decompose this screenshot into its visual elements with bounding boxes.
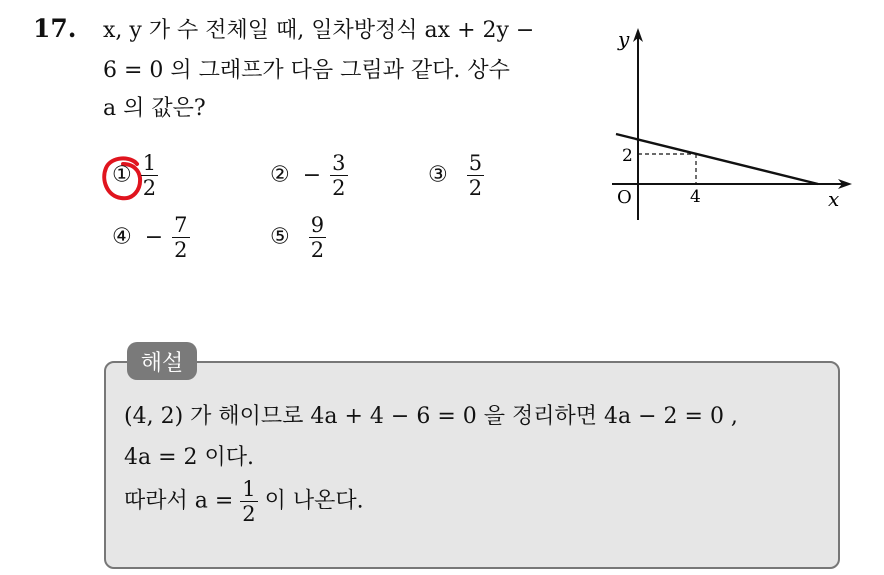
- choice-1-marker: ①: [112, 162, 132, 188]
- choice-2[interactable]: ② − $\frac{3}{2}$: [270, 151, 346, 200]
- x-axis-label: x: [828, 187, 840, 211]
- question-line-3: a 의 값은?: [103, 96, 206, 121]
- solution-tag: 해설: [127, 342, 197, 380]
- graph-line: [616, 134, 818, 184]
- choice-5-marker: ⑤: [270, 224, 290, 250]
- choice-3-marker: ③: [428, 162, 448, 188]
- choice-4[interactable]: ④ − $\frac{7}{2}$: [112, 213, 188, 262]
- origin-label: O: [617, 187, 632, 208]
- choice-4-fraction: $\frac{7}{2}$: [174, 213, 188, 262]
- choice-3-fraction: $\frac{5}{2}$: [468, 151, 483, 200]
- solution-line-2: 4a = 2 이다.: [124, 445, 255, 470]
- choice-1[interactable]: [112, 152, 158, 199]
- y-tick-label: 2: [622, 146, 633, 166]
- solution-line-1: (4, 2) 가 해이므로 4a + 4 − 6 = 0 을 정리하면 4a − 2 = 0 ,: [124, 404, 738, 429]
- x-tick-label: 4: [690, 187, 701, 207]
- y-axis-label: y: [618, 27, 630, 51]
- choice-1-fraction: $\frac{1}{2}$: [142, 151, 157, 200]
- choice-5[interactable]: [270, 214, 326, 261]
- line-graph: [600, 20, 856, 220]
- solution-fraction: $\frac{1}{2}$: [242, 477, 256, 526]
- choice-5-fraction: $\frac{9}{2}$: [310, 213, 325, 262]
- solution-line-3: 따라서 a = $\frac{1}{2}$ 이 나온다.: [124, 477, 364, 526]
- choice-2-marker: ②: [270, 162, 290, 188]
- choice-2-fraction: $\frac{3}{2}$: [332, 151, 346, 200]
- choice-4-marker: ④: [112, 224, 132, 250]
- question-line-2: 6 = 0 의 그래프가 다음 그림과 같다. 상수: [103, 58, 510, 83]
- question-line-1: x, y 가 수 전체일 때, 일차방정식 ax + 2y −: [103, 18, 535, 43]
- choice-3[interactable]: [428, 152, 484, 199]
- question-number: 17.: [33, 14, 77, 43]
